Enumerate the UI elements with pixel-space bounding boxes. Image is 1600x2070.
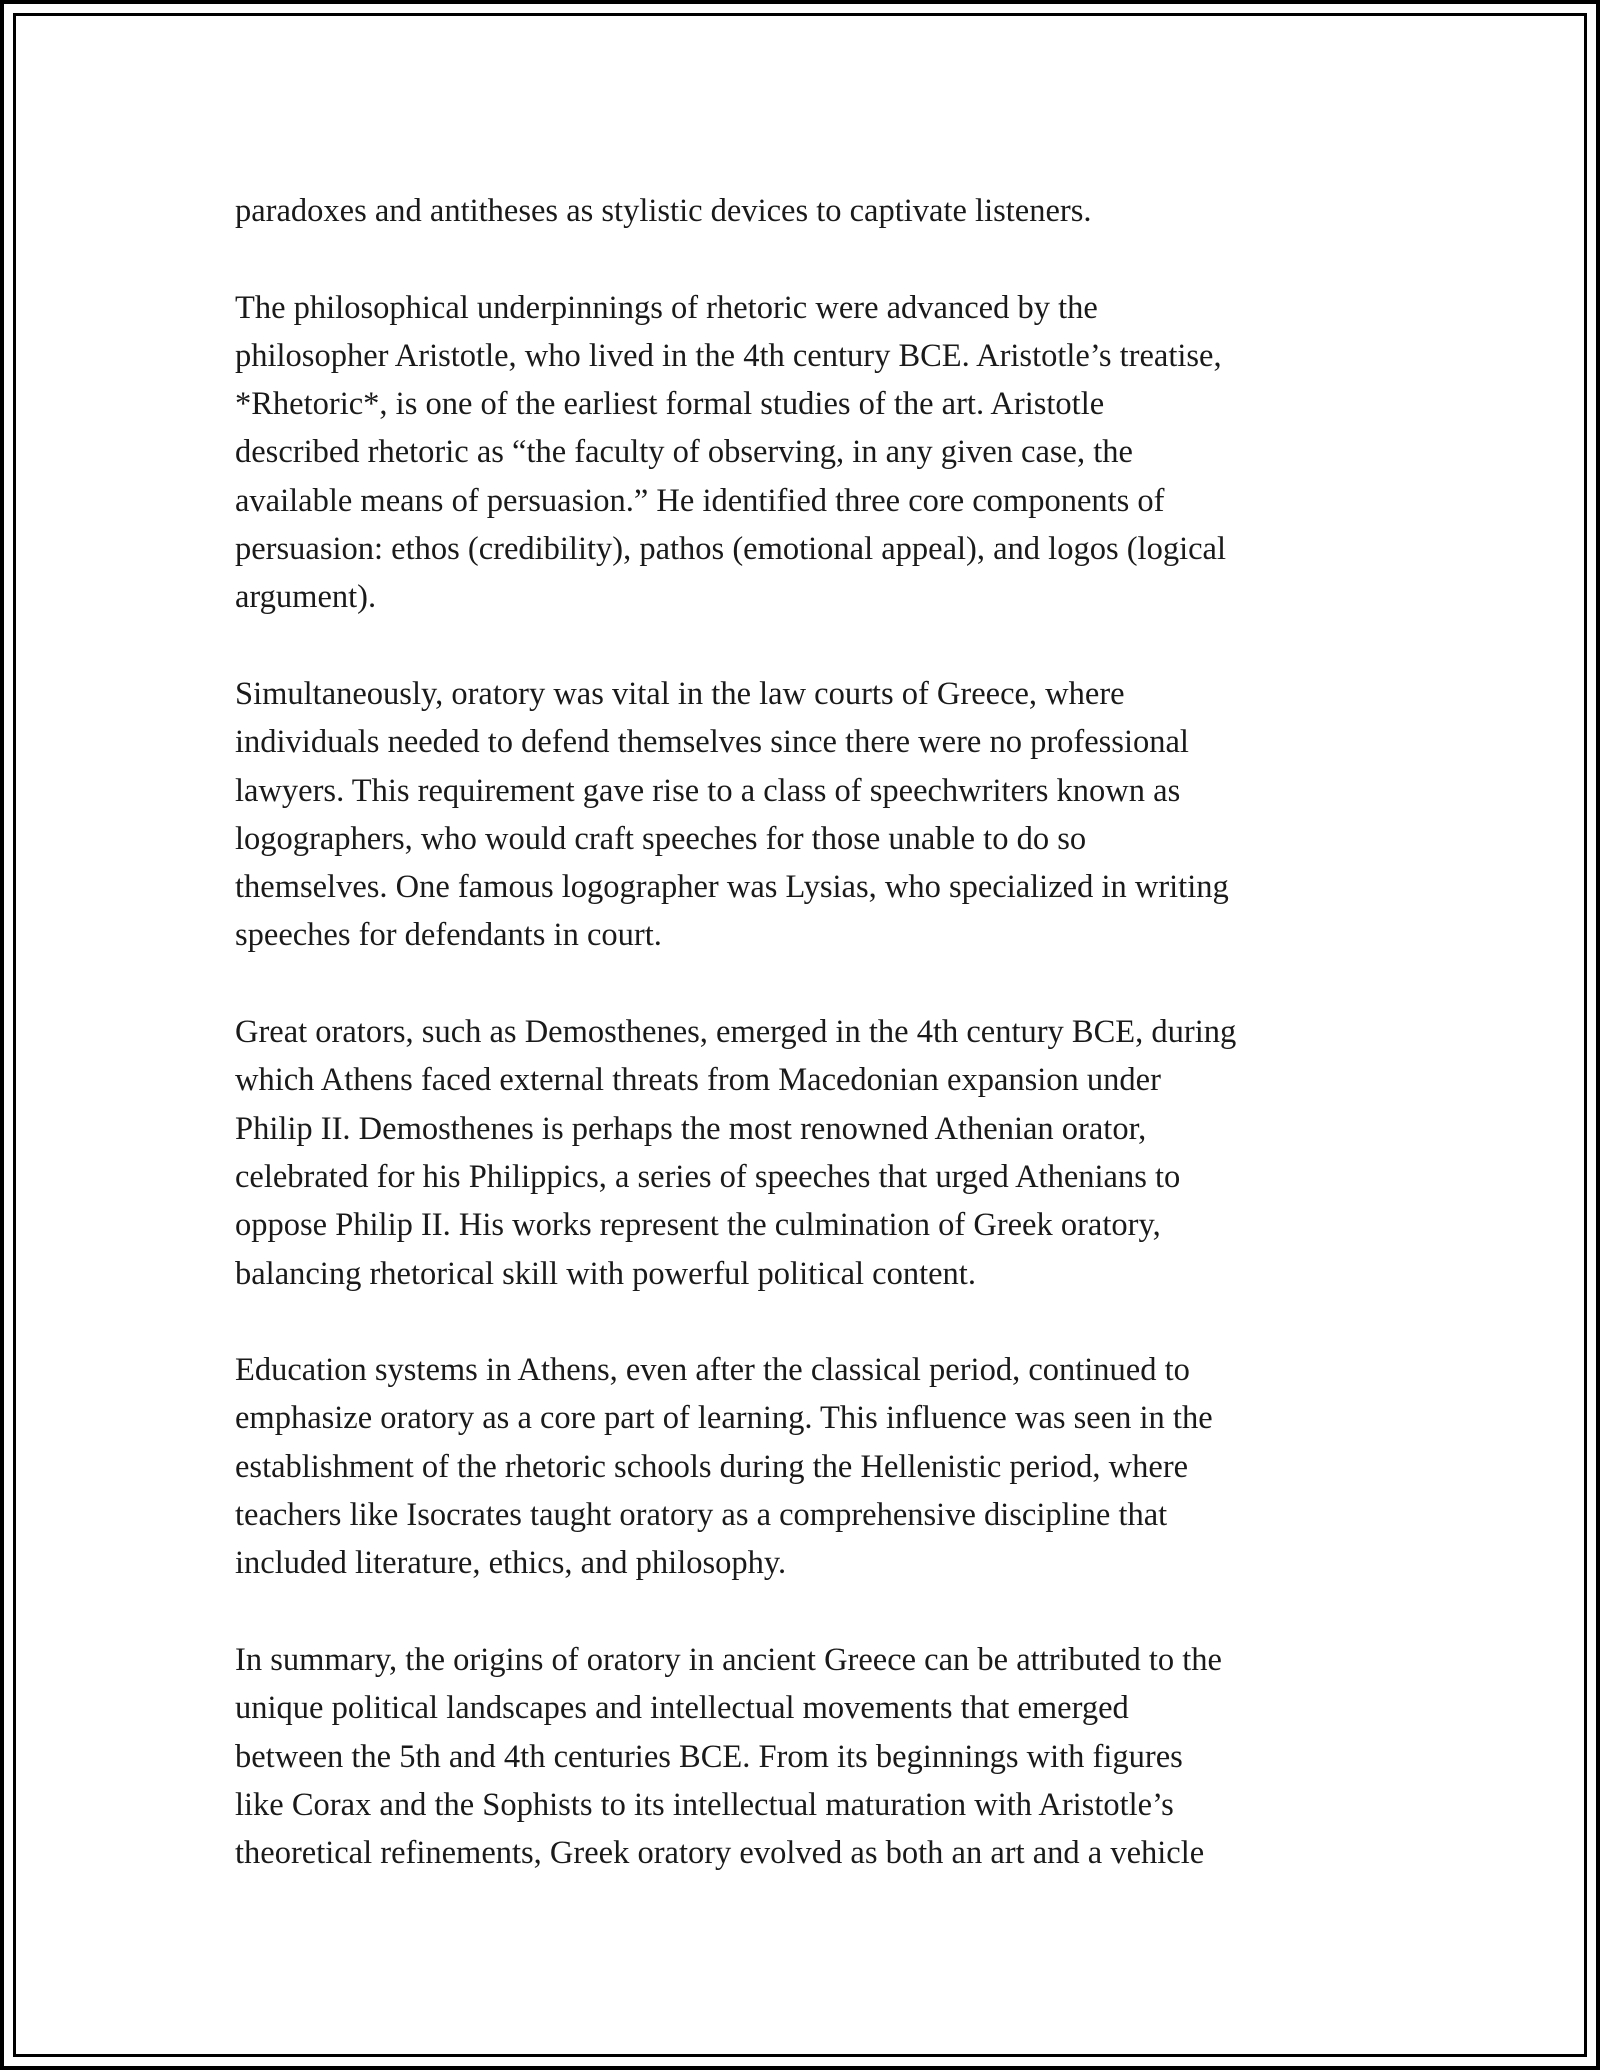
text-line: persuasion: ethos (credibility), pathos (emotional appeal), and logos (logical [235,531,1226,568]
paragraph-4 [235,1008,1370,1298]
text-line: like Corax and the Sophists to its intellectual maturation with Aristotle’s [235,1786,1174,1823]
text-line: The philosophical underpinnings of rhetoric were advanced by the [235,289,1098,326]
text-line: emphasize oratory as a core part of learning. This influence was seen in the [235,1400,1213,1437]
text-line: lawyers. This requirement gave rise to a class of speechwriters known as [235,772,1181,809]
text-line: included literature, ethics, and philosophy. [235,1545,787,1582]
paragraph-6 [235,1636,1370,1877]
text-line: unique political landscapes and intellectual movements that emerged [235,1690,1129,1727]
text-line: Education systems in Athens, even after the classical period, continued to [235,1352,1190,1389]
text-line: Philip II. Demosthenes is perhaps the most renowned Athenian orator, [235,1110,1147,1147]
paragraph-5 [235,1346,1370,1587]
paragraph-2 [235,284,1370,622]
document-body [235,187,1370,1926]
text-line: teachers like Isocrates taught oratory as a comprehensive discipline that [235,1497,1168,1534]
text-line: available means of persuasion.” He identified three core components of [235,482,1165,519]
text-line: Simultaneously, oratory was vital in the law courts of Greece, where [235,675,1125,712]
text-line: theoretical refinements, Greek oratory evolved as both an art and a vehicle [235,1835,1205,1872]
text-line: logographers, who would craft speeches for those unable to do so [235,820,1087,857]
text-line: which Athens faced external threats from Macedonian expansion under [235,1062,1161,1099]
text-line: argument). [235,579,377,616]
text-line: paradoxes and antitheses as stylistic devices to captivate listeners. [235,193,1092,229]
text-line: between the 5th and 4th centuries BCE. From its beginnings with figures [235,1738,1183,1775]
text-line: establishment of the rhetoric schools during the Hellenistic period, where [235,1448,1189,1485]
text-line: balancing rhetorical skill with powerful political content. [235,1255,976,1292]
text-line: described rhetoric as “the faculty of observing, in any given case, the [235,434,1133,471]
text-line: speeches for defendants in court. [235,917,662,954]
paragraph-3 [235,670,1370,960]
text-line: In summary, the origins of oratory in ancient Greece can be attributed to the [235,1641,1222,1678]
text-line: themselves. One famous logographer was Lysias, who specialized in writing [235,869,1229,906]
text-line: philosopher Aristotle, who lived in the 4th century BCE. Aristotle’s treatise, [235,337,1222,374]
text-line: celebrated for his Philippics, a series of speeches that urged Athenians to [235,1158,1181,1195]
text-line: individuals needed to defend themselves since there were no professional [235,724,1189,761]
paragraph-1 [235,187,1370,235]
text-line: Great orators, such as Demosthenes, emerged in the 4th century BCE, during [235,1014,1237,1051]
text-line: *Rhetoric*, is one of the earliest formal studies of the art. Aristotle [235,386,1105,423]
text-line: oppose Philip II. His works represent the culmination of Greek oratory, [235,1207,1161,1244]
